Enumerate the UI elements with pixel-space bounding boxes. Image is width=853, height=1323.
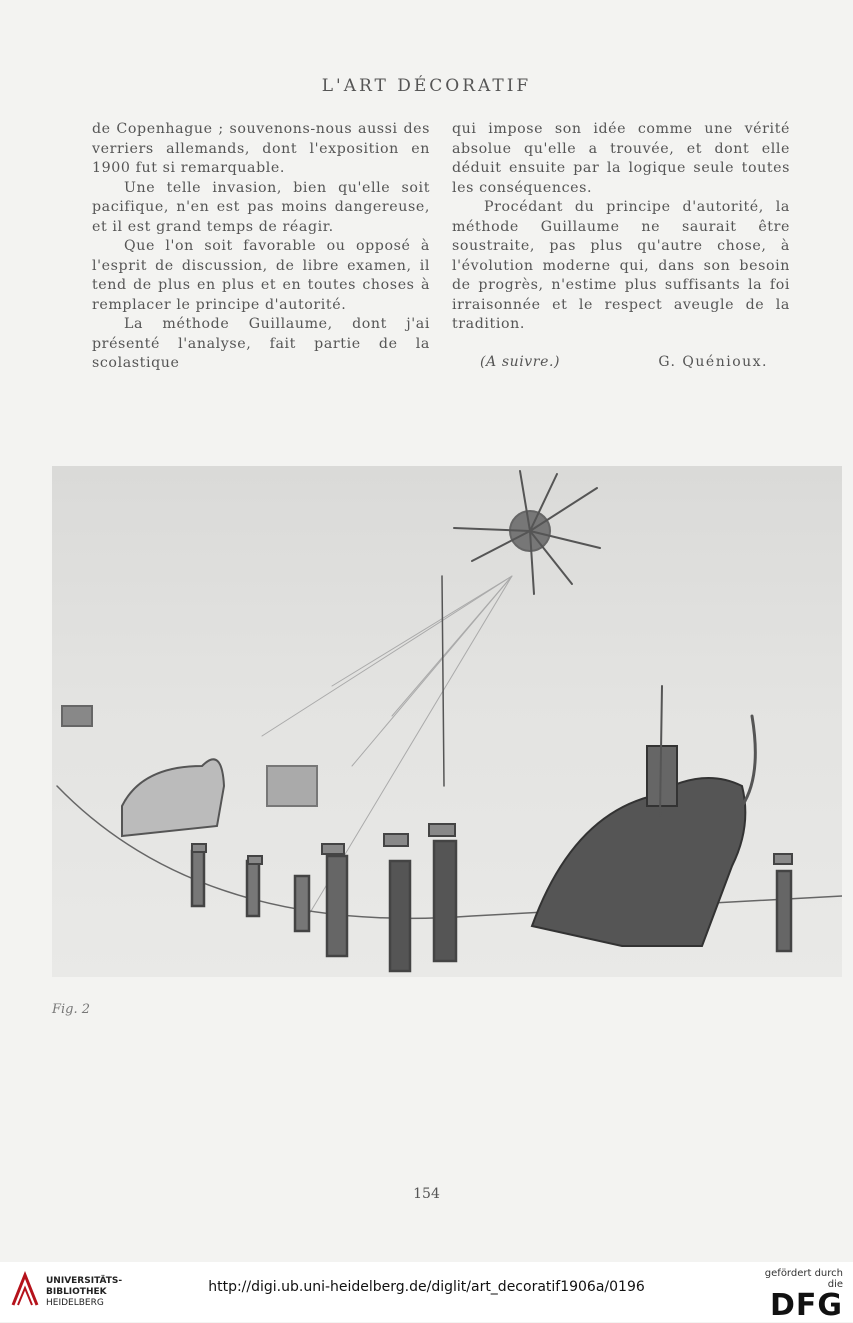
figure-caption: Fig. 2 — [52, 1002, 91, 1017]
pencil-drawing — [52, 466, 842, 977]
paragraph: Une telle invasion, bien qu'elle soit pacifique, n'en est pas moins dangereuse, et il est grand temps de réagir. — [92, 179, 430, 235]
paragraph: La méthode Guillaume, dont j'ai présenté l'analyse, fait partie de la scolastique — [92, 316, 430, 371]
paragraph: Que l'on soit favorable ou opposé à l'esprit de discussion, de libre examen, il tend de plus en plus et en toutes choses à remplacer le principe d'autorité. — [92, 238, 430, 313]
right-column — [452, 120, 790, 372]
continued-note: (A suivre.) — [480, 353, 561, 370]
paragraph: qui impose son idée comme une vérité absolue qu'elle a trouvée, et dont elle déduit ensuite par la logique seule toutes les conséquences. — [452, 121, 790, 196]
signoff — [452, 353, 790, 373]
dfg-logo[interactable]: DFG — [769, 1288, 843, 1323]
left-horse-drawing — [122, 759, 224, 836]
library-name: UNIVERSITÄTS- BIBLIOTHEK HEIDELBERG — [46, 1276, 123, 1308]
footer-bar — [0, 1262, 853, 1322]
paragraph: Procédant du principe d'autorité, la méthode Guillaume ne saurait être soustraite, pas plus qu'autre chose, à l'évolution moderne qui, dans son besoin de progrès, n'estime plus suffisants la foi irraisonnée et le respect aveugle de la tradition. — [452, 199, 790, 332]
running-head: L'ART DÉCORATIF — [321, 76, 532, 96]
page-number: 154 — [413, 1186, 440, 1202]
child-drawing-figure — [52, 466, 842, 977]
author-signature: G. Quénioux. — [658, 353, 768, 370]
funded-by-label: gefördert durch die — [764, 1268, 843, 1290]
left-column — [92, 120, 430, 374]
funder-box — [747, 1268, 843, 1322]
document-url-link[interactable]: http://digi.ub.uni-heidelberg.de/diglit/art_decoratif1906a/0196 — [208, 1279, 645, 1295]
paragraph: de Copenhague ; souvenons-nous aussi des verriers allemands, dont l'exposition en 1900 fut si remarquable. — [92, 121, 430, 176]
right-horse-drawing — [532, 778, 745, 946]
